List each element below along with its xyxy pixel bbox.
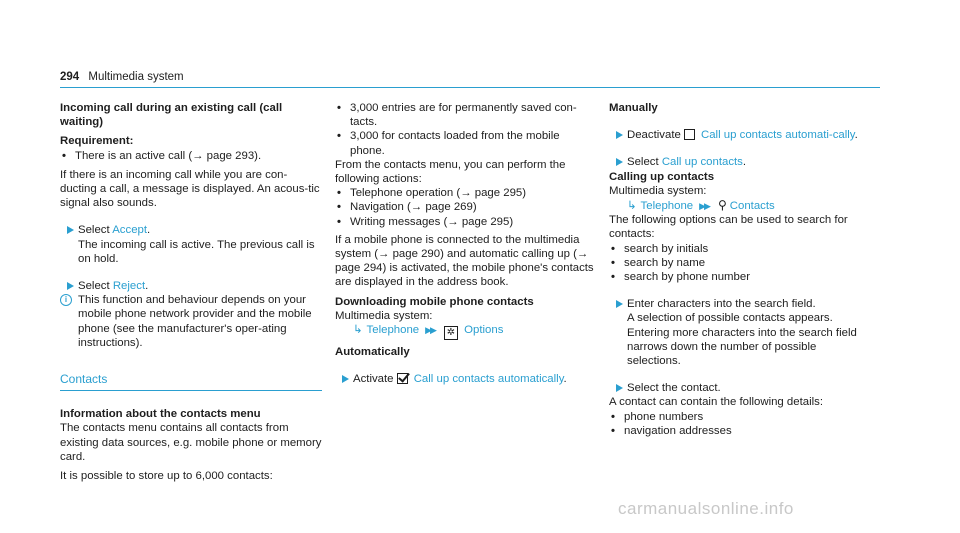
search-icon: ⚲ (717, 198, 727, 213)
header-divider (60, 87, 880, 88)
list-item: • search by phone number (609, 270, 871, 284)
step-arrow-icon (616, 158, 623, 166)
watermark: carmanualsonline.info (618, 499, 794, 518)
step-activate (335, 372, 597, 386)
step-select-contact (609, 381, 871, 395)
step-text: . (742, 156, 747, 169)
paragraph: A contact can contain the following details: (609, 396, 824, 409)
paragraph: The contacts menu contains all contacts from existing data sources, e.g. mobile phone or memory card. (60, 422, 322, 463)
step-accept (60, 223, 322, 266)
step-arrow-icon (67, 226, 74, 234)
storage-list (335, 101, 597, 158)
column-3 (609, 101, 871, 438)
step-text: Select (78, 224, 113, 237)
call-up-contacts-automatically-link[interactable]: Call up contacts automatically (413, 373, 564, 386)
search-options-list (609, 242, 871, 285)
calling-heading: Calling up contacts (609, 170, 715, 183)
step-arrow-icon (342, 375, 349, 383)
step-deactivate (609, 128, 871, 142)
list-item: • 3,000 for contacts loaded from the mobile phone. (335, 129, 597, 157)
step-text: Select the contact. (627, 382, 721, 395)
double-chevron-icon: ▶▶ (699, 201, 709, 212)
step-result: The incoming call is active. The previous call is on hold. (78, 238, 315, 265)
page-header (60, 70, 184, 84)
call-up-contacts-automatically-link[interactable]: Call up contacts automati-cally (701, 129, 855, 142)
section-divider (60, 390, 322, 391)
info-note (60, 293, 322, 350)
path-arrow-icon: ↳ (627, 200, 637, 213)
telephone-link[interactable]: Telephone (366, 324, 420, 337)
paragraph: It is possible to store up to 6,000 contacts: (60, 470, 273, 483)
info-icon: i (60, 294, 72, 306)
step-text: . (854, 129, 858, 142)
system-label: Multimedia system: (609, 184, 707, 197)
step-text: Select (78, 280, 113, 293)
list-item: • search by name (609, 256, 871, 270)
contacts-link[interactable]: Contacts (729, 200, 775, 213)
paragraph: The following options can be used to search for contacts: (609, 214, 848, 241)
path-arrow-icon: ↳ (353, 324, 363, 337)
step-arrow-icon (67, 282, 74, 290)
paragraph: If a mobile phone is connected to the multimedia system (→ page 290) and automatic calling up (→ page 294) is activated, the mobile phone's contacts are displayed in the address book. (335, 233, 594, 289)
call-waiting-heading: Incoming call during an existing call (call waiting) (60, 102, 283, 129)
step-enter-characters (609, 297, 871, 368)
details-list (609, 410, 871, 438)
list-item: • Writing messages (→ page 295) (335, 215, 597, 229)
step-text: Select (627, 156, 662, 169)
column-1 (60, 101, 322, 483)
requirement-label: Requirement: (60, 135, 134, 148)
double-chevron-icon: ▶▶ (425, 325, 435, 336)
step-select-call-up (609, 155, 871, 169)
reject-link[interactable]: Reject (112, 280, 146, 293)
actions-list (335, 186, 597, 229)
step-arrow-icon (616, 384, 623, 392)
accept-link[interactable]: Accept (112, 224, 148, 237)
step-arrow-icon (616, 131, 623, 139)
checkbox-checked-icon (397, 373, 408, 384)
list-item: • search by initials (609, 242, 871, 256)
telephone-link[interactable]: Telephone (640, 200, 694, 213)
paragraph: From the contacts menu, you can perform the following actions: (335, 158, 566, 186)
step-text: Deactivate (627, 129, 681, 142)
step-result: A selection of possible contacts appears. Entering more characters into the search field narrows down the number of possible selections. (627, 312, 857, 368)
step-text: . (145, 280, 149, 293)
column-2 (335, 101, 597, 386)
step-text: . (563, 373, 567, 386)
info-heading: Information about the contacts menu (60, 408, 261, 421)
menu-path (335, 323, 597, 340)
manual-heading: Manually (609, 102, 658, 114)
menu-path (609, 198, 871, 213)
options-link[interactable]: Options (464, 324, 504, 337)
list-item: • Navigation (→ page 269) (335, 200, 597, 214)
automatic-heading: Automatically (335, 346, 410, 359)
step-reject (60, 279, 322, 293)
step-text: Activate (353, 373, 394, 386)
step-text: . (147, 224, 151, 237)
step-arrow-icon (616, 300, 623, 308)
paragraph: If there is an incoming call while you are con-ducting a call, a message is displayed. An acous-tic signal also sounds. (60, 168, 320, 210)
list-item: • There is an active call (→ page 293). (60, 149, 322, 163)
checkbox-empty-icon (684, 129, 695, 140)
requirement-list (60, 149, 322, 163)
system-label: Multimedia system: (335, 309, 433, 322)
call-up-contacts-link[interactable]: Call up contacts (661, 156, 743, 169)
list-item: • Telephone operation (→ page 295) (335, 186, 597, 200)
list-item: • phone numbers (609, 410, 871, 424)
section-name: Multimedia system (88, 71, 184, 83)
step-text: Enter characters into the search field. (627, 298, 816, 311)
download-heading: Downloading mobile phone contacts (335, 295, 534, 308)
options-gear-icon: ✲ (444, 326, 458, 340)
note-text: This function and behaviour depends on your mobile phone network provider and the mobile phone (see the manufacturer's oper-ating instructions). (78, 294, 312, 349)
list-item: • navigation addresses (609, 424, 871, 438)
list-item: • 3,000 entries are for permanently saved con-tacts. (335, 101, 597, 129)
page-number: 294 (60, 71, 80, 83)
contacts-section-title: Contacts (60, 372, 108, 387)
